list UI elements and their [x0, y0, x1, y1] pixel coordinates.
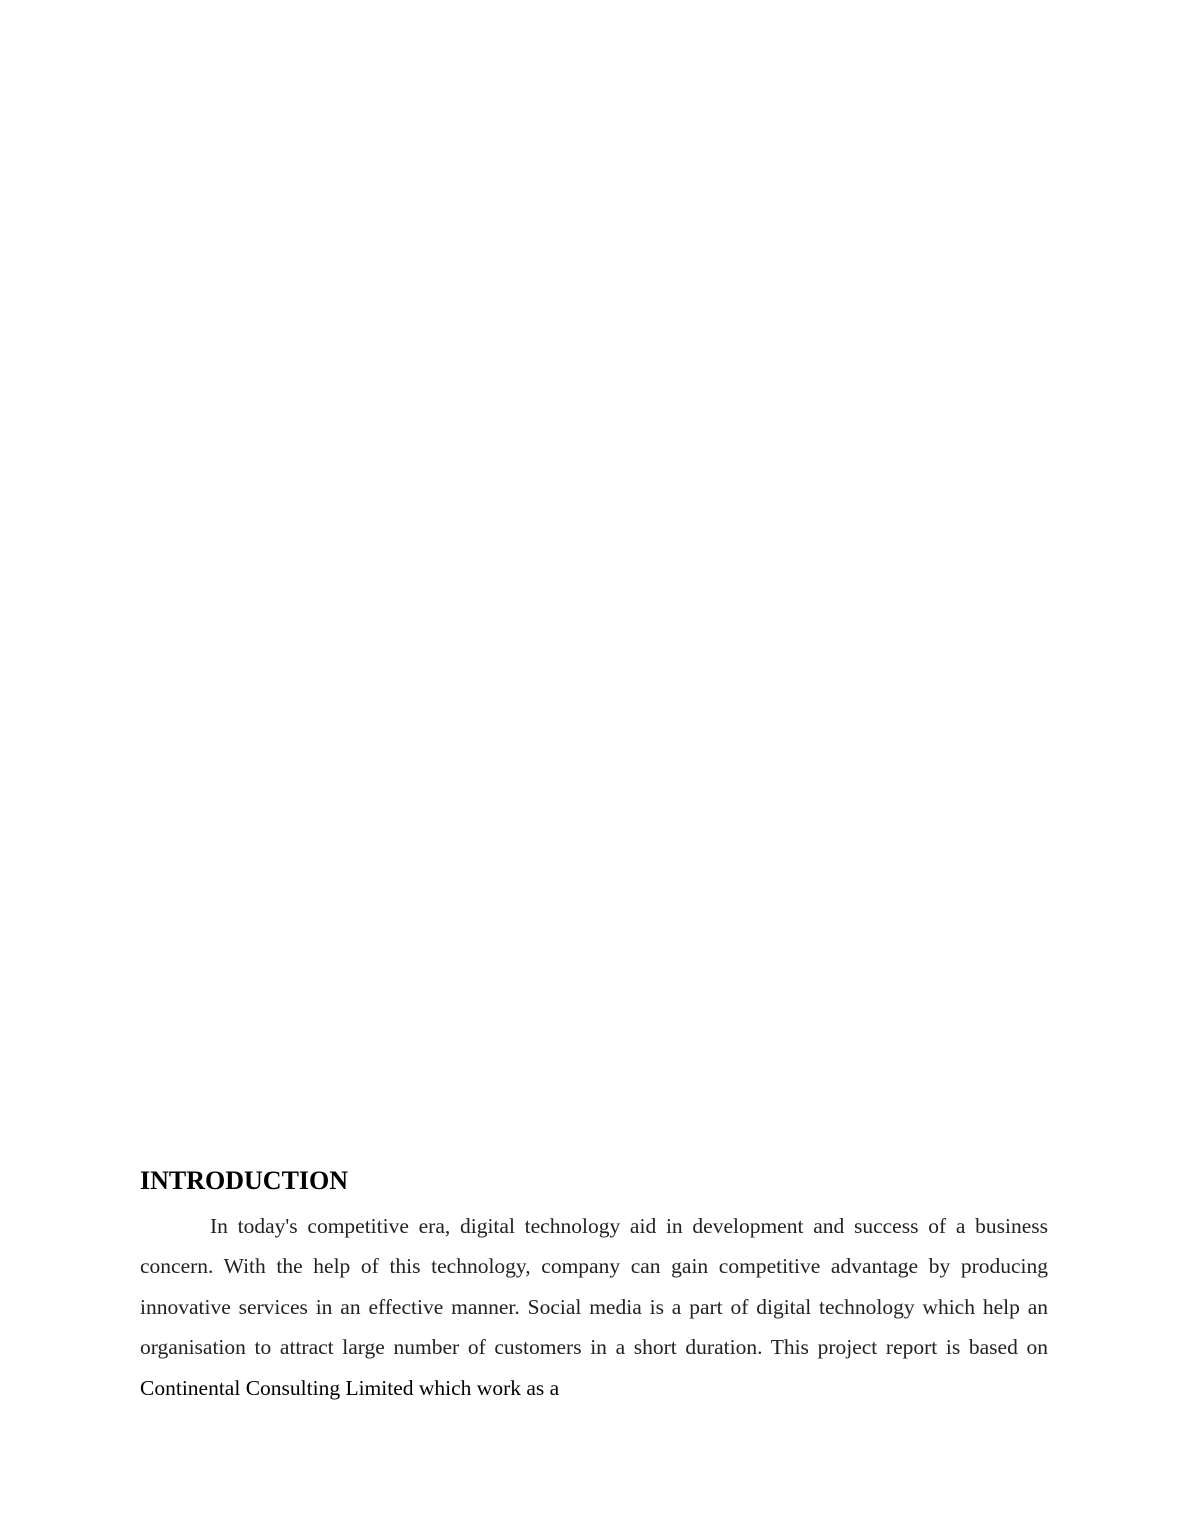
introduction-paragraph: [140, 1206, 1048, 1408]
section-heading: INTRODUCTION: [140, 1166, 349, 1195]
document-body: [140, 1164, 1048, 1408]
paragraph-text: In today's competitive era, digital technology aid in development and success of a business concern. With the help of this technology, company can gain competitive advantage by producing innovative services in an effective manner. Social media is a part of digital technology which help an organisation to attract large number of customers in a short duration. This project report is based on: [140, 1214, 1048, 1360]
company-name-text: Continental Consulting Limited which work as a: [140, 1375, 560, 1400]
